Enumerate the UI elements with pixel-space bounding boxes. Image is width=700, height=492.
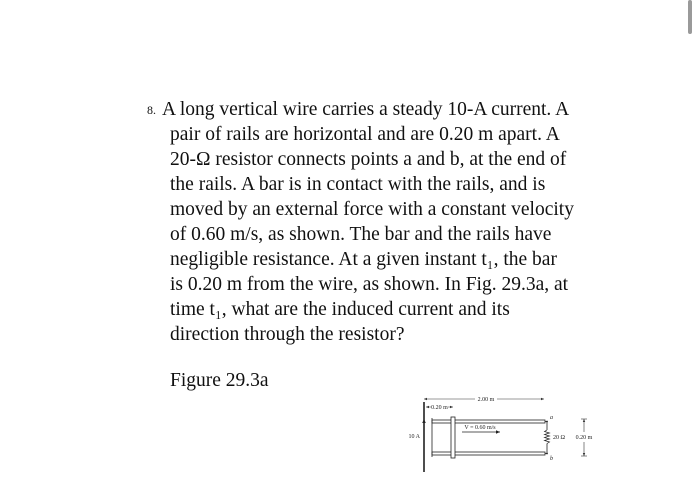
label-resistance: 20 Ω: [553, 435, 565, 441]
label-rail-separation: 0.20 m: [575, 435, 593, 441]
problem-line-7: negligible resistance. At a given instant t₁, the bar: [170, 249, 557, 270]
moving-bar: [451, 417, 455, 458]
dimension-total-length: [424, 395, 544, 403]
label-velocity: V = 0.60 m/s: [464, 425, 496, 431]
scrollbar[interactable]: [688, 0, 692, 34]
problem-line-2: pair of rails are horizontal and are 0.20 m apart. A: [170, 124, 560, 145]
figure-caption: Figure 29.3a: [170, 370, 269, 391]
label-current: 10 A: [408, 434, 420, 440]
problem-line-9: time t₁, what are the induced current and its: [170, 299, 510, 320]
label-total-length: 2.00 m: [477, 397, 495, 403]
problem-line-8: is 0.20 m from the wire, as shown. In Fig. 29.3a, at: [170, 274, 569, 295]
problem-line-1: A long vertical wire carries a steady 10-A current. A: [162, 99, 570, 120]
figure-29-3a: [390, 388, 610, 478]
problem-line-4: the rails. A bar is in contact with the rails, and is: [170, 174, 546, 195]
label-point-a: a: [550, 415, 553, 421]
rails: [432, 418, 545, 457]
problem-line-6: of 0.60 m/s, as shown. The bar and the rails have: [170, 224, 552, 245]
resistor: [545, 421, 550, 455]
dimension-bar-distance: [426, 403, 453, 411]
problem-line-10: direction through the resistor?: [170, 324, 405, 345]
problem-line-5: moved by an external force with a constant velocity: [170, 199, 574, 220]
label-point-b: b: [550, 456, 553, 462]
label-bar-distance: 0.20 m: [431, 405, 448, 411]
vertical-wire: [422, 402, 426, 472]
problem-number: 8.: [147, 103, 156, 117]
problem-line-3: 20-Ω resistor connects points a and b, at the end of: [170, 149, 567, 170]
